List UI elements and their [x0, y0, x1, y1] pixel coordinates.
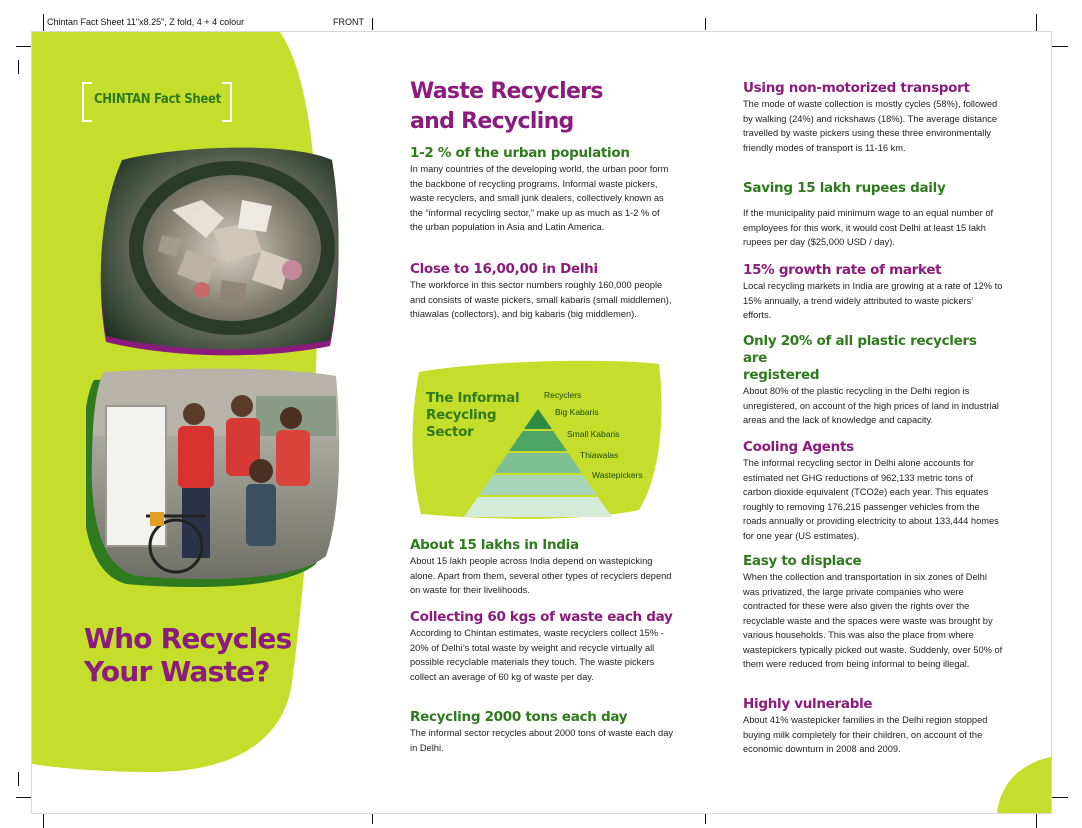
side-mark — [18, 772, 19, 786]
section-cooling-agents — [743, 439, 1003, 543]
section-body: Local recycling markets in India are growing at a rate of 12% to 15% annually, a trend widely attributed to waste pickers’ efforts. — [743, 281, 1003, 320]
section-body: When the collection and transportation in six zones of Delhi was privatized, the large private companies who were contracted for these were also given the rights over the recyclable waste and the spaces were waste was brought by various households. This was also the place from where wastepickers typically picked out waste. Suddenly, over 50% of them were reduced from being informal to being illegal. — [743, 572, 1003, 669]
cover-title-line2: Your Waste? — [84, 655, 270, 688]
pyramid-label: Thiawalas — [580, 450, 619, 460]
crop-mark — [1050, 797, 1068, 798]
section-urban-population — [410, 145, 675, 235]
bracket-right — [222, 82, 232, 122]
pyramid-label: Small Kabaris — [567, 429, 620, 439]
crop-mark — [1050, 46, 1068, 47]
section-body: The informal sector recycles about 2000 tons of waste each day in Delhi. — [410, 728, 674, 753]
section-title: Using non-motorized transport — [743, 80, 970, 96]
waste-bin-photo — [92, 140, 342, 358]
lime-blob-corner — [997, 757, 1051, 813]
section-displace — [743, 553, 1003, 672]
brochure-page — [31, 31, 1052, 814]
section-title: Cooling Agents — [743, 439, 854, 455]
crop-mark — [16, 46, 32, 47]
section-title-line1: Only 20% of all plastic recyclers are — [743, 333, 977, 366]
section-title: Collecting 60 kgs of waste each day — [410, 609, 673, 625]
pyramid-label: Wastepickers — [592, 470, 643, 480]
section-collecting — [410, 609, 675, 684]
cover-title — [84, 622, 291, 688]
pyramid-level-thiawalas — [479, 475, 597, 495]
fact-sheet-label: CHINTAN Fact Sheet — [94, 92, 221, 107]
pyramid-title-line3: Sector — [426, 424, 474, 440]
crop-mark — [43, 14, 44, 32]
pyramid-level-small-kabaris — [494, 453, 582, 473]
side-mark — [18, 60, 19, 74]
fold-mark — [705, 18, 706, 30]
front-label: FRONT — [333, 17, 364, 27]
pyramid-label: Big Kabaris — [555, 407, 599, 417]
panel2-heading-line2: and Recycling — [410, 109, 574, 134]
section-growth — [743, 262, 1003, 323]
bracket-left — [82, 82, 92, 122]
section-body: In many countries of the developing world, the urban poor form the backbone of recycling programs. Informal waste pickers, waste recyclers, and small junk dealers, collectively known as the “informal recycling sector,” make up as much as 1-2 % of the urban population in Asia and Latin America. — [410, 164, 669, 232]
recyclers-photo — [86, 366, 344, 588]
section-title: Saving 15 lakh rupees daily — [743, 180, 946, 196]
section-title: 1-2 % of the urban population — [410, 145, 630, 161]
section-vulnerable — [743, 696, 1003, 757]
section-title: Easy to displace — [743, 553, 862, 569]
section-delhi-workforce — [410, 261, 675, 322]
fold-mark — [372, 18, 373, 30]
pyramid-title — [426, 390, 519, 441]
section-title: 15% growth rate of market — [743, 262, 942, 278]
cover-title-line1: Who Recycles — [84, 622, 292, 655]
crop-mark — [16, 797, 32, 798]
section-title: Highly vulnerable — [743, 696, 873, 712]
fact-sheet-tag — [82, 82, 232, 118]
section-title: Close to 16,00,00 in Delhi — [410, 261, 598, 277]
section-body: If the municipality paid minimum wage to an equal number of employees for this work, it would cost Delhi at least 15 lakh rupees per day ($25,000 USD / day). — [743, 208, 994, 247]
panel2-heading-line1: Waste Recyclers — [410, 79, 603, 104]
section-body: About 41% wastepicker families in the Delhi region stopped buying milk completely for their children, on account of the economic downturn in 2008 and 2009. — [743, 715, 988, 754]
print-slug: Chintan Fact Sheet 11"x8.25", Z fold, 4 + 4 colour — [47, 17, 245, 27]
section-recycling-tons — [410, 709, 675, 755]
section-title-line2: registered — [743, 367, 820, 383]
section-body: The informal recycling sector in Delhi alone accounts for estimated net GHG reductions of 962,133 metric tons of carbon dioxide equivalent (TCO2e) each year. This equates roughly to removing 176,215 passenger vehicles from the roads annually or providing electricity to about 133,444 homes for one year (US estimates). — [743, 458, 999, 541]
section-transport — [743, 80, 1003, 155]
panel2-heading — [410, 77, 675, 137]
pyramid-level-wastepickers — [464, 497, 612, 517]
section-india — [410, 537, 675, 598]
pyramid-title-line1: The Informal — [426, 390, 520, 406]
pyramid-title-line2: Recycling — [426, 407, 497, 423]
section-body: About 15 lakh people across India depend on wastepicking alone. Apart from them, several other types of recyclers depend on waste for their livelihoods. — [410, 556, 672, 595]
section-title: Recycling 2000 tons each day — [410, 709, 628, 725]
section-plastic — [743, 333, 1003, 428]
pyramid-label: Recyclers — [544, 390, 582, 400]
section-body: About 80% of the plastic recycling in the Delhi region is unregistered, on account of the high prices of land in industrial areas and the lack of knowledge and capacity. — [743, 386, 999, 425]
section-body: The mode of waste collection is mostly cycles (58%), followed by walking (24%) and rickshaws (18%). The average distance travelled by waste pickers using these three environmentally friendly modes of transport is 11-16 km. — [743, 99, 998, 153]
section-body: The workforce in this sector numbers roughly 160,000 people and consists of waste pickers, small kabaris (small middlemen), thiawalas (collectors), and big kabaris (big middlemen). — [410, 280, 672, 319]
crop-mark — [1036, 14, 1037, 32]
section-body: According to Chintan estimates, waste recyclers collect 15% - 20% of Delhi’s total waste by weight and recycle virtually all possible recyclable materials they touch. The waste pickers collect an average of 60 kg of waste per day. — [410, 628, 664, 682]
section-title: About 15 lakhs in India — [410, 537, 579, 553]
section-saving — [743, 180, 1003, 250]
